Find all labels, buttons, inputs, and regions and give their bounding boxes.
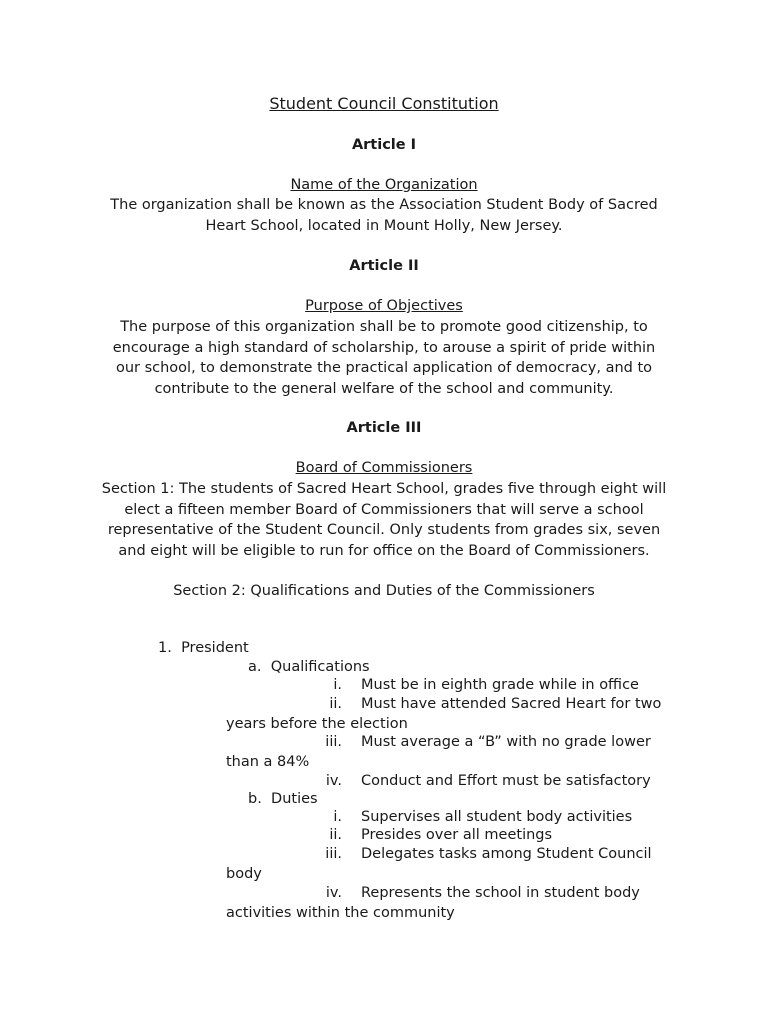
list-marker: i. — [333, 677, 342, 693]
article-1-heading: Article I — [351, 137, 417, 153]
document-title: Student Council Constitution — [269, 94, 499, 113]
list-item-continuation: than a 84% — [226, 754, 310, 770]
list-item-label: Qualifications — [270, 659, 370, 675]
list-marker: iv. — [325, 885, 342, 901]
article-3-line: elect a fifteen member Board of Commissioners that will serve a school — [124, 502, 644, 518]
list-marker: iii. — [325, 846, 342, 862]
list-item-text: Delegates tasks among Student Council — [361, 846, 652, 862]
article-1-subheading: Name of the Organization — [290, 177, 478, 193]
list-marker: i. — [333, 809, 342, 825]
article-3-line: Section 1: The students of Sacred Heart School, grades five through eight will — [101, 481, 667, 497]
list-item-text: Supervises all student body activities — [361, 809, 633, 825]
list-item-1 — [158, 639, 249, 657]
list-item-text: Presides over all meetings — [361, 827, 553, 843]
list-item-label: Duties — [271, 791, 318, 807]
list-marker: a. — [248, 659, 262, 675]
article-3-heading: Article III — [346, 420, 422, 436]
list-item-text: Must have attended Sacred Heart for two — [361, 696, 662, 712]
article-2-subheading: Purpose of Objectives — [305, 298, 463, 314]
article-2-line: our school, to demonstrate the practical application of democracy, and to — [115, 360, 653, 376]
list-marker: ii. — [329, 827, 342, 843]
list-item-continuation: activities within the community — [226, 905, 455, 921]
article-2-line: encourage a high standard of scholarship, to arouse a spirit of pride within — [112, 340, 656, 356]
list-item-label: President — [181, 640, 249, 656]
list-marker: iii. — [325, 734, 342, 750]
article-2-line: The purpose of this organization shall be to promote good citizenship, to — [120, 319, 648, 335]
list-marker: ii. — [329, 696, 342, 712]
article-2-line: contribute to the general welfare of the school and community. — [154, 381, 614, 397]
list-item-text: Must be in eighth grade while in office — [361, 677, 639, 693]
list-marker: 1. — [158, 640, 172, 656]
list-item-text: Must average a “B” with no grade lower — [361, 734, 651, 750]
article-2-heading: Article II — [349, 258, 419, 274]
list-marker: b. — [248, 791, 262, 807]
list-item-a — [248, 658, 370, 676]
article-3-line: and eight will be eligible to run for office on the Board of Commissioners. — [118, 543, 650, 559]
article-1-line: The organization shall be known as the Association Student Body of Sacred — [110, 197, 658, 213]
list-item-continuation: body — [226, 866, 262, 882]
list-item-continuation: years before the election — [226, 716, 408, 732]
list-item-text: Represents the school in student body — [361, 885, 640, 901]
list-marker: iv. — [325, 773, 342, 789]
list-item-text: Conduct and Effort must be satisfactory — [361, 773, 651, 789]
article-3-line: representative of the Student Council. Only students from grades six, seven — [107, 522, 661, 538]
list-item-b — [248, 790, 318, 808]
article-1-line: Heart School, located in Mount Holly, New Jersey. — [205, 218, 563, 234]
section-2-heading: Section 2: Qualifications and Duties of the Commissioners — [173, 583, 595, 599]
article-3-subheading: Board of Commissioners — [295, 460, 473, 476]
